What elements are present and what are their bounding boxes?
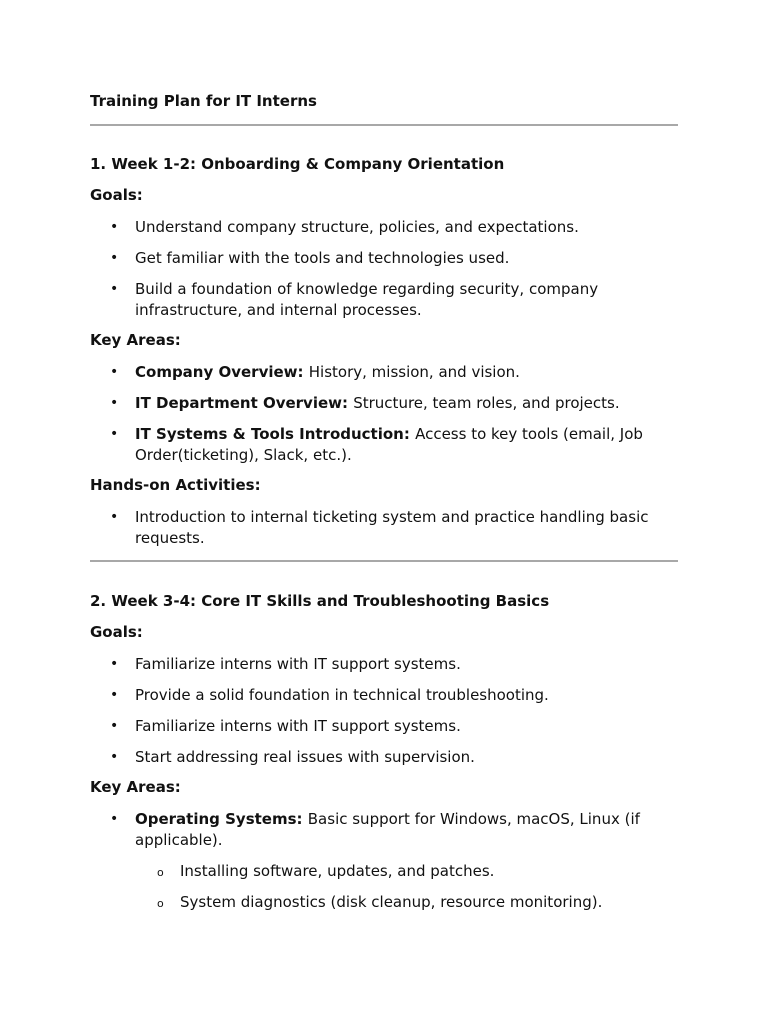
bullet-icon: • [110,811,119,827]
list-item: • Start addressing real issues with supervision. [110,748,475,766]
list-item [90,809,678,913]
key-area-text: Structure, team roles, and projects. [353,394,620,412]
key-area-text: History, mission, and vision. [308,363,520,381]
list-item: • Familiarize interns with IT support systems. [110,717,461,735]
key-areas-list [90,809,678,913]
page-title: Training Plan for IT Interns [90,92,317,110]
goals-list [90,654,678,768]
key-area-term: IT Systems & Tools Introduction: [135,425,416,443]
bullet-icon: • [110,687,119,703]
bullet-icon: • [110,395,119,411]
bullet-icon: • [110,509,119,525]
bullet-icon: • [110,718,119,734]
key-areas-label: Key Areas: [90,331,181,349]
list-item [90,424,678,466]
goals-list [90,217,678,321]
bullet-icon: • [110,219,119,235]
bullet-icon: • [110,426,119,442]
section-week-3-4 [90,592,678,923]
goals-label: Goals: [90,623,143,641]
bullet-icon: • [110,749,119,765]
list-item: • Get familiar with the tools and technologies used. [110,249,510,267]
bullet-icon: • [110,281,119,297]
sub-bullet-icon: o [157,866,164,879]
bullet-icon: • [110,250,119,266]
section-heading: 1. Week 1-2: Onboarding & Company Orientation [90,155,505,173]
key-area-term: IT Department Overview: [135,394,354,412]
goals-label: Goals: [90,186,143,204]
activities-label: Hands-on Activities: [90,476,261,494]
divider [90,124,678,126]
divider [90,560,678,562]
key-area-term: Company Overview: [135,363,309,381]
section-week-1-2 [90,155,678,559]
list-item [90,393,678,414]
bullet-icon: • [110,656,119,672]
list-item: • Understand company structure, policies, and expectations. [110,218,579,236]
list-item: • Build a foundation of knowledge regarding security, company infrastructure, and internal processes. [110,280,599,319]
key-area-text: Basic support for Windows, macOS, Linux (if applicable). [135,810,640,849]
bullet-icon: • [110,364,119,380]
key-area-term: Operating Systems: [135,810,308,828]
list-item: • Provide a solid foundation in technical troubleshooting. [110,686,549,704]
key-areas-list [90,362,678,466]
sub-list-item: o Installing software, updates, and patches. [135,861,678,882]
activities-list [90,507,678,549]
sub-list-item: o System diagnostics (disk cleanup, resource monitoring). [135,892,678,913]
key-area-text: Access to key tools (email, Job Order(ticketing), Slack, etc.). [135,425,643,464]
list-item: • Introduction to internal ticketing system and practice handling basic requests. [110,508,649,547]
list-item [90,362,678,383]
sub-bullet-icon: o [157,897,164,910]
key-areas-label: Key Areas: [90,778,181,796]
sub-list [135,861,678,913]
list-item: • Familiarize interns with IT support systems. [110,655,461,673]
section-heading: 2. Week 3-4: Core IT Skills and Troubleshooting Basics [90,592,550,610]
